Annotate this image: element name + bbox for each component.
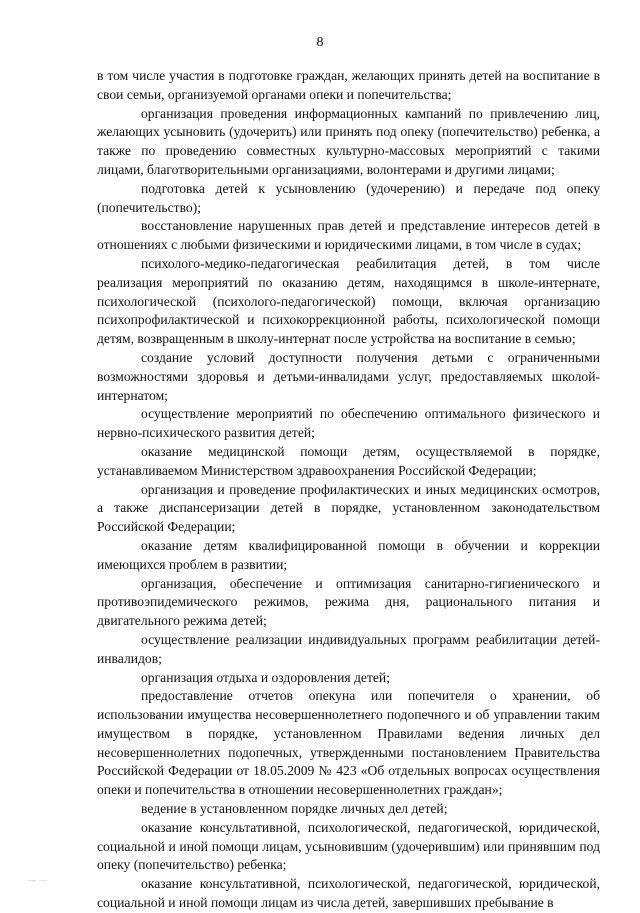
paragraph: восстановление нарушенных прав детей и представление интересов детей в отношениях с любыми физическими и юридическими лицами, в том числе в судах; <box>97 218 600 253</box>
scan-stamp: — — <box>28 876 48 885</box>
paragraph: организация, обеспечение и оптимизация санитарно-гигиенического и противоэпидемического режимов, режима дня, рационального питания и двигательного режима детей; <box>97 575 600 629</box>
paragraph: предоставление отчетов опекуна или попечителя о хранении, об использовании имущества несовершеннолетнего подопечного и об управлении таким имуществом в порядке, установленном Правилами ведения личных дел несовершеннолетних подопечных, утвержденными постановлением Правительства Российской Федерации от 18.05.2009 № 423 «Об отдельных вопросах осуществления опеки и попечительства в отношении несовершеннолетних граждан»; <box>97 688 600 798</box>
paragraph: в том числе участия в подготовке граждан, желающих принять детей на воспитание в свои семьи, организуемой органами опеки и попечительства; <box>97 68 600 102</box>
page-number: 8 <box>316 35 324 50</box>
paragraph: оказание медицинской помощи детям, осуществляемой в порядке, устанавливаемом Министерством здравоохранения Российской Федерации; <box>97 443 600 478</box>
paragraph: психолого-медико-педагогическая реабилитация детей, в том числе реализация мероприятий по оказанию детям, находящимся в школе-интернате, психологической (психолого-педагогической) помощи, включая организацию психопрофилактической и психокоррекционной работы, психологической помощи детям, возвращенным в школу-интернат после устройства на воспитание в семью; <box>97 255 600 347</box>
paragraph: оказание детям квалифицированной помощи в обучении и коррекции имеющихся проблем в развитии; <box>97 537 600 572</box>
paragraph: ведение в установленном порядке личных дел детей; <box>141 801 448 817</box>
paragraph: создание условий доступности получения детьми с ограниченными возможностями здоровья и детьми-инвалидами услуг, предоставляемых школой-интернатом; <box>97 349 600 403</box>
paragraph: осуществление мероприятий по обеспечению оптимального физического и нервно-психического развития детей; <box>97 406 600 441</box>
document-body <box>97 67 600 913</box>
paragraph: организация и проведение профилактических и иных медицинских осмотров, а также диспансеризации детей в порядке, установленном законодательством Российской Федерации; <box>97 481 600 535</box>
paragraph: оказание консультативной, психологической, педагогической, юридической, социальной и иной помощи лицам из числа детей, завершивших пребывание в <box>97 876 600 911</box>
paragraph: подготовка детей к усыновлению (удочерению) и передаче под опеку (попечительство); <box>97 180 600 215</box>
paragraph: оказание консультативной, психологической, педагогической, юридической, социальной и иной помощи лицам, усыновившим (удочерившим) или принявшим под опеку (попечительство) ребенка; <box>97 819 600 873</box>
paragraph: осуществление реализации индивидуальных программ реабилитации детей-инвалидов; <box>97 631 600 666</box>
paragraph: организация проведения информационных кампаний по привлечению лиц, желающих усыновить (удочерить) или принять под опеку (попечительство) ребенка, а также по проведению совместных культурно-массовых мероприятий с такими лицами, благотворительными организациями, волонтерами и другими лицами; <box>97 105 600 177</box>
paragraph: организация отдыха и оздоровления детей; <box>141 669 390 685</box>
